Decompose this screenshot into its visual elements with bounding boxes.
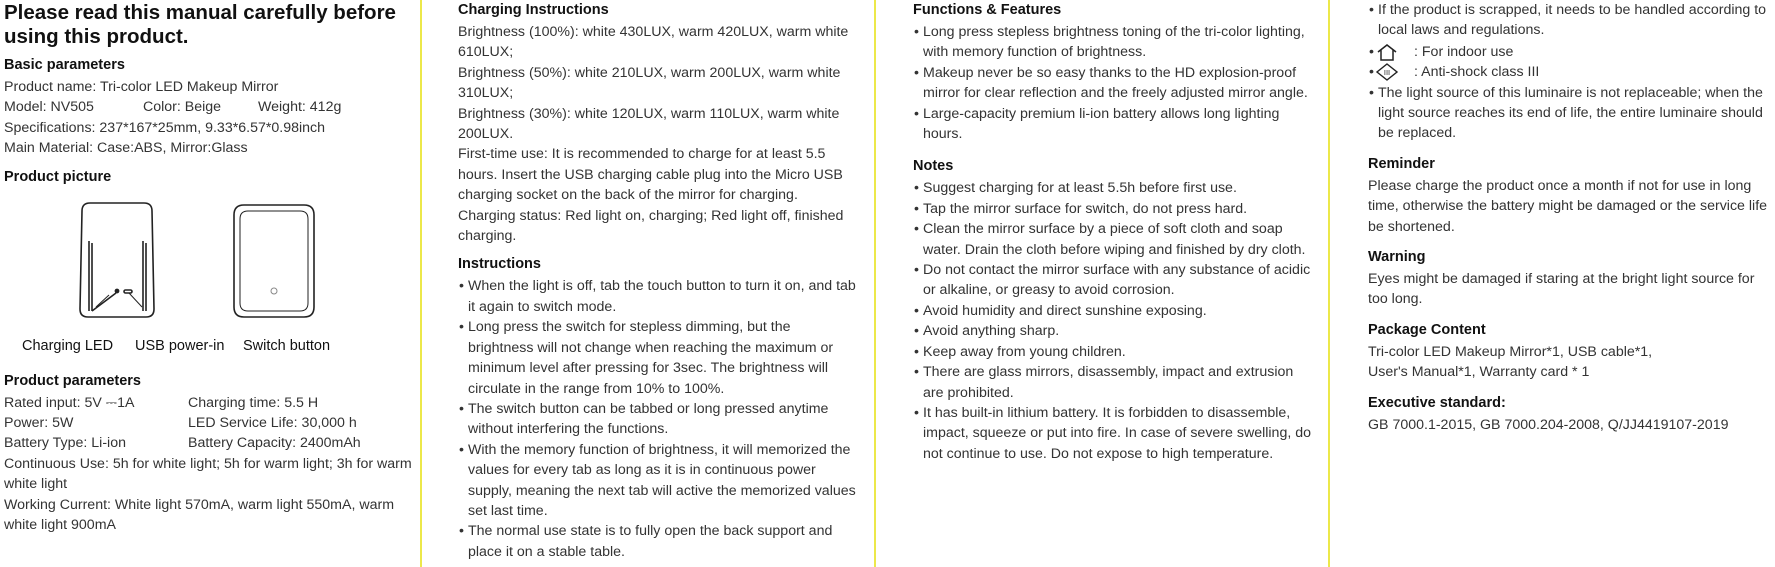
section-heading: Basic parameters — [4, 57, 125, 73]
list-item: • Avoid anything sharp. — [913, 321, 1313, 341]
instructions-section — [458, 254, 858, 562]
mirror-back-view — [80, 203, 154, 317]
column-4 — [1368, 0, 1768, 567]
symbols-list — [1368, 0, 1768, 144]
anti-shock-text: : Anti-shock class III — [1414, 64, 1540, 81]
column-divider — [1328, 0, 1330, 567]
list-item: • It has built-in lithium battery. It is forbidden to disassemble, impact, squeeze or put into fire. In case of severe swelling, do not continue to use. Do not expose to high temperature. — [913, 403, 1313, 464]
list-item: • There are glass mirrors, disassembly, impact and extrusion are prohibited. — [913, 362, 1313, 403]
section-heading: Executive standard: — [1368, 394, 1506, 411]
working-current: Working Current: White light 570mA, warm light 550mA, warm white light 900mA — [4, 496, 395, 534]
mirror-front-view — [234, 205, 314, 317]
list-item: • The normal use state is to fully open the back support and place it on a stable table. — [458, 521, 858, 562]
param-row — [4, 413, 414, 433]
charging-status: Charging status: Red light on, charging; Red light off, finished charging. — [458, 207, 844, 245]
weight: Weight: 412g — [258, 99, 342, 116]
power: Power: 5W — [4, 415, 74, 432]
functions-features-section — [913, 0, 1313, 144]
first-time-use: First-time use: It is recommended to charge for at least 5.5 hours. Insert the USB charging cable plug into the Micro USB charging socket on the back of the mirror for charging. — [458, 146, 843, 204]
list-item: • Clean the mirror surface by a piece of soft cloth and soap water. Drain the cloth before wiping and finished by dry cloth. — [913, 219, 1313, 260]
brightness-50: Brightness (50%): white 210LUX, warm 200LUX, warm white 310LUX; — [458, 64, 841, 102]
list-item: • When the light is off, tab the touch button to turn it on, and tab it again to switch mode. — [458, 276, 858, 317]
column-2 — [458, 0, 858, 567]
svg-text:III: • III — [1383, 69, 1391, 78]
manual-title: Please read this manual carefully before using this product. — [4, 1, 396, 48]
brightness-100: Brightness (100%): white 430LUX, warm 420LUX, warm white 610LUX; — [458, 24, 849, 61]
list-item: • Suggest charging for at least 5.5h before first use. — [913, 178, 1313, 198]
product-parameters-section — [4, 371, 414, 536]
product-name: Product name: Tri-color LED Makeup Mirror — [4, 79, 279, 95]
section-heading: Notes — [913, 158, 954, 175]
warning-text: Eyes might be damaged if staring at the bright light source for too long. — [1368, 271, 1755, 308]
column-1 — [4, 0, 414, 567]
basic-parameters-section — [4, 55, 414, 159]
battery-capacity: Battery Capacity: 2400mAh — [188, 435, 361, 452]
param-row — [4, 433, 414, 453]
brightness-30: Brightness (30%): white 120LUX, warm 110LUX, warm white 200LUX. — [458, 105, 840, 143]
charging-time: Charging time: 5.5 H — [188, 394, 319, 411]
indoor-use-text: : For indoor use — [1414, 43, 1514, 60]
section-heading: Functions & Features — [913, 2, 1062, 18]
charging-led-label: Charging LED — [22, 337, 114, 354]
anti-shock-class-iii-icon — [1384, 63, 1408, 81]
warning-section — [1368, 247, 1768, 310]
model-color-weight-row — [4, 97, 414, 117]
list-item: • Do not contact the mirror surface with any substance of acidic or alkaline, or greasy to avoid corrosion. — [913, 260, 1313, 301]
specifications: Specifications: 237*167*25mm, 9.33*6.57*0.98inch — [4, 119, 326, 136]
usb-power-in-label: USB power-in — [135, 337, 225, 354]
column-divider — [420, 0, 422, 567]
list-item: • Long press the switch for stepless dimming, but the brightness will not change when reaching the maximum or minimum level after pressing for 3sec. The brightness will circulate in the range from 10% to 100%. — [458, 317, 858, 399]
section-heading: Product picture — [4, 168, 112, 185]
continuous-use: Continuous Use: 5h for white light; 5h for warm light; 3h for warm white light — [4, 455, 412, 493]
package-line-1: Tri-color LED Makeup Mirror*1, USB cable*1, — [1368, 343, 1653, 360]
product-picture-section — [4, 167, 414, 363]
section-heading: Warning — [1368, 249, 1426, 266]
battery-type: Battery Type: Li-ion — [4, 435, 126, 452]
instructions-list — [458, 276, 858, 562]
reminder-text: Please charge the product once a month if not for use in long time, otherwise the battery might be damaged or the service life be shortened. — [1368, 177, 1768, 235]
led-service-life: LED Service Life: 30,000 h — [188, 415, 357, 432]
package-content-section — [1368, 320, 1768, 383]
executive-standard-section — [1368, 393, 1768, 435]
list-item: • The switch button can be tabbed or long pressed anytime without interfering the functions. — [458, 399, 858, 440]
house-icon — [1384, 43, 1408, 61]
indoor-use-item — [1368, 42, 1768, 62]
list-item: • The light source of this luminaire is not replaceable; when the light source reaches its end of life, the entire luminaire should be replaced. — [1368, 83, 1768, 144]
list-item: • Keep away from young children. — [913, 342, 1313, 362]
list-item: • Avoid humidity and direct sunshine exposing. — [913, 301, 1313, 321]
notes-list — [913, 178, 1313, 464]
notes-section — [913, 156, 1313, 464]
package-line-2: User's Manual*1, Warranty card * 1 — [1368, 364, 1590, 381]
model: Model: NV505 — [4, 99, 94, 116]
list-item: • If the product is scrapped, it needs to be handled according to local laws and regulations. — [1368, 0, 1768, 41]
disposal-symbols-section — [1368, 0, 1768, 144]
list-item: • Long press stepless brightness toning of the tri-color lighting, with memory function of brightness. — [913, 22, 1313, 63]
section-heading: Reminder — [1368, 155, 1435, 172]
section-heading: Instructions — [458, 256, 541, 273]
mirror-drawing — [4, 191, 334, 331]
column-divider — [874, 0, 876, 567]
product-figure — [4, 191, 414, 363]
list-item: • Makeup never be so easy thanks to the HD explosion-proof mirror for clear reflection and the freely adjusted mirror angle. — [913, 63, 1313, 104]
list-item: • Tap the mirror surface for switch, do not press hard. — [913, 199, 1313, 219]
list-item: • Large-capacity premium li-ion battery allows long lighting hours. — [913, 104, 1313, 145]
column-3 — [913, 0, 1313, 567]
charging-instructions-section — [458, 0, 858, 246]
param-row — [4, 393, 414, 413]
main-material: Main Material: Case:ABS, Mirror:Glass — [4, 140, 248, 157]
color: Color: Beige — [143, 99, 222, 116]
anti-shock-item — [1368, 62, 1768, 82]
switch-button-label: Switch button — [243, 337, 331, 354]
standard-text: GB 7000.1-2015, GB 7000.204-2008, Q/JJ4419107-2019 — [1368, 416, 1729, 433]
section-heading: Product parameters — [4, 372, 141, 389]
reminder-section — [1368, 154, 1768, 237]
list-item: • With the memory function of brightness, it will memorized the values for every tab as long as it is in continuous power supply, meaning the next tab will active the memorized values set last time. — [458, 440, 858, 522]
section-heading: Charging Instructions — [458, 2, 609, 18]
section-heading: Package Content — [1368, 321, 1486, 338]
features-list — [913, 22, 1313, 144]
rated-input: Rated input: 5V ⎓1A — [4, 394, 135, 411]
